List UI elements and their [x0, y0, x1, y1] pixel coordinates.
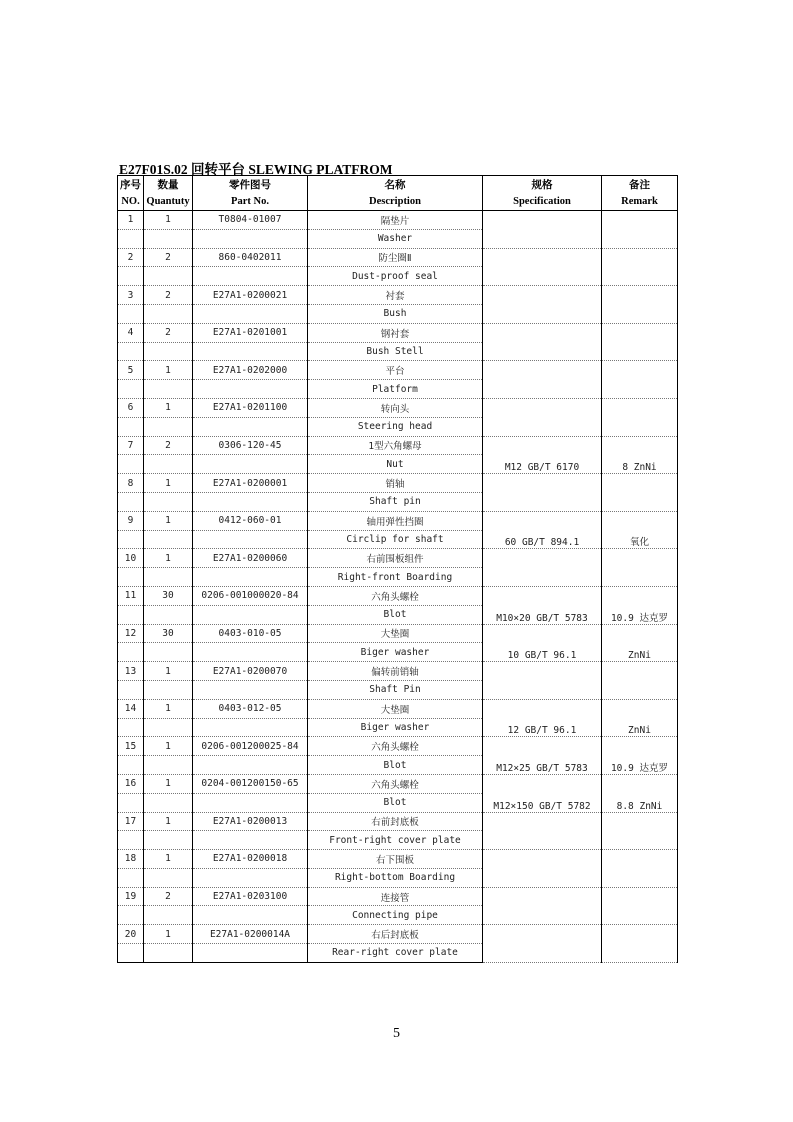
- item-name-cn: 右下围板: [308, 850, 483, 869]
- empty-cell: [193, 380, 308, 399]
- item-quantity: 1: [144, 737, 193, 756]
- empty-cell: [118, 342, 144, 361]
- table-row: [118, 549, 678, 568]
- table-row: [118, 699, 678, 718]
- empty-cell: [118, 492, 144, 511]
- item-part-number: E27A1-0200060: [193, 549, 308, 568]
- empty-cell: [193, 718, 308, 737]
- item-name-cn: 钢衬套: [308, 323, 483, 342]
- item-quantity: 1: [144, 774, 193, 793]
- item-part-number: 860-0402011: [193, 248, 308, 267]
- item-name-en: Biger washer: [308, 643, 483, 662]
- item-name-en: Connecting pipe: [308, 906, 483, 925]
- item-number: 9: [118, 511, 144, 530]
- header-desc-en: Description: [308, 193, 483, 211]
- empty-cell: [144, 831, 193, 850]
- item-specification: [483, 398, 602, 436]
- item-number: 12: [118, 624, 144, 643]
- item-name-en: Blot: [308, 756, 483, 775]
- item-remark: [602, 211, 678, 249]
- empty-cell: [193, 831, 308, 850]
- item-remark: 10.9 达克罗: [602, 737, 678, 775]
- empty-cell: [144, 643, 193, 662]
- item-name-cn: 大垫圈: [308, 624, 483, 643]
- item-specification: [483, 662, 602, 700]
- empty-cell: [118, 868, 144, 887]
- item-part-number: E27A1-0200070: [193, 662, 308, 681]
- table-row: [118, 925, 678, 944]
- empty-cell: [144, 718, 193, 737]
- empty-cell: [144, 944, 193, 963]
- item-part-number: E27A1-0200013: [193, 812, 308, 831]
- item-name-cn: 轴用弹性挡圈: [308, 511, 483, 530]
- item-part-number: E27A1-0201100: [193, 398, 308, 417]
- document-title: E27F01S.02 回转平台 SLEWING PLATFROM: [119, 162, 393, 177]
- empty-cell: [118, 568, 144, 587]
- page-number: 5: [393, 1026, 400, 1041]
- item-quantity: 1: [144, 699, 193, 718]
- item-part-number: 0204-001200150-65: [193, 774, 308, 793]
- header-no-cn: 序号: [118, 176, 144, 194]
- item-specification: [483, 248, 602, 286]
- item-part-number: E27A1-0203100: [193, 887, 308, 906]
- item-quantity: 1: [144, 925, 193, 944]
- item-remark: [602, 286, 678, 324]
- empty-cell: [193, 417, 308, 436]
- item-quantity: 2: [144, 436, 193, 455]
- item-name-cn: 偏转前销轴: [308, 662, 483, 681]
- item-quantity: 1: [144, 812, 193, 831]
- header-part-cn: 零件图号: [193, 176, 308, 194]
- item-part-number: E27A1-0200001: [193, 474, 308, 493]
- table-row: [118, 624, 678, 643]
- item-quantity: 2: [144, 248, 193, 267]
- empty-cell: [118, 643, 144, 662]
- empty-cell: [193, 756, 308, 775]
- item-part-number: 0306-120-45: [193, 436, 308, 455]
- item-part-number: 0206-001000020-84: [193, 586, 308, 605]
- header-spec-en: Specification: [483, 193, 602, 211]
- empty-cell: [118, 380, 144, 399]
- item-name-cn: 衬套: [308, 286, 483, 305]
- table-row: [118, 812, 678, 831]
- item-remark: [602, 248, 678, 286]
- empty-cell: [118, 831, 144, 850]
- empty-cell: [118, 455, 144, 474]
- item-name-en: Biger washer: [308, 718, 483, 737]
- table-row: [118, 511, 678, 530]
- item-quantity: 1: [144, 398, 193, 417]
- item-specification: [483, 361, 602, 399]
- item-specification: [483, 286, 602, 324]
- item-name-cn: 大垫圈: [308, 699, 483, 718]
- empty-cell: [118, 756, 144, 775]
- header-remark-cn: 备注: [602, 176, 678, 194]
- item-part-number: E27A1-0200021: [193, 286, 308, 305]
- empty-cell: [193, 906, 308, 925]
- empty-cell: [193, 568, 308, 587]
- item-specification: [483, 323, 602, 361]
- table-row: [118, 398, 678, 417]
- item-number: 4: [118, 323, 144, 342]
- header-row-english: [118, 193, 678, 211]
- item-name-en: Steering head: [308, 417, 483, 436]
- item-name-en: Blot: [308, 605, 483, 624]
- item-remark: [602, 549, 678, 587]
- item-remark: ZnNi: [602, 624, 678, 662]
- item-specification: [483, 812, 602, 850]
- header-part-en: Part No.: [193, 193, 308, 211]
- empty-cell: [193, 530, 308, 549]
- item-name-cn: 隔垫片: [308, 211, 483, 230]
- item-specification: [483, 549, 602, 587]
- item-remark: [602, 323, 678, 361]
- table-row: [118, 586, 678, 605]
- item-number: 20: [118, 925, 144, 944]
- item-name-en: Nut: [308, 455, 483, 474]
- item-name-cn: 转向头: [308, 398, 483, 417]
- empty-cell: [193, 342, 308, 361]
- item-specification: 10 GB/T 96.1: [483, 624, 602, 662]
- item-name-en: Right-bottom Boarding: [308, 868, 483, 887]
- empty-cell: [118, 944, 144, 963]
- item-number: 16: [118, 774, 144, 793]
- item-number: 6: [118, 398, 144, 417]
- empty-cell: [193, 304, 308, 323]
- empty-cell: [144, 680, 193, 699]
- item-name-cn: 右后封底板: [308, 925, 483, 944]
- empty-cell: [118, 417, 144, 436]
- item-name-cn: 平台: [308, 361, 483, 380]
- item-remark: [602, 812, 678, 850]
- table-row: [118, 774, 678, 793]
- item-name-en: Blot: [308, 793, 483, 812]
- item-name-cn: 六角头螺栓: [308, 737, 483, 756]
- item-part-number: 0412-060-01: [193, 511, 308, 530]
- empty-cell: [144, 417, 193, 436]
- table-row: [118, 737, 678, 756]
- item-specification: M12 GB/T 6170: [483, 436, 602, 474]
- header-qty-cn: 数量: [144, 176, 193, 194]
- empty-cell: [144, 380, 193, 399]
- item-remark: [602, 887, 678, 925]
- item-number: 2: [118, 248, 144, 267]
- item-number: 18: [118, 850, 144, 869]
- item-name-en: Front-right cover plate: [308, 831, 483, 850]
- item-name-en: Shaft Pin: [308, 680, 483, 699]
- empty-cell: [193, 643, 308, 662]
- item-number: 3: [118, 286, 144, 305]
- empty-cell: [118, 605, 144, 624]
- empty-cell: [193, 944, 308, 963]
- empty-cell: [144, 304, 193, 323]
- item-name-cn: 六角头螺栓: [308, 774, 483, 793]
- empty-cell: [144, 229, 193, 248]
- table-row: [118, 248, 678, 267]
- header-spec-cn: 规格: [483, 176, 602, 194]
- empty-cell: [144, 267, 193, 286]
- item-quantity: 1: [144, 549, 193, 568]
- item-quantity: 1: [144, 511, 193, 530]
- item-name-cn: 1型六角螺母: [308, 436, 483, 455]
- table-row: [118, 850, 678, 869]
- item-number: 14: [118, 699, 144, 718]
- item-remark: [602, 662, 678, 700]
- empty-cell: [118, 793, 144, 812]
- item-number: 1: [118, 211, 144, 230]
- item-remark: ZnNi: [602, 699, 678, 737]
- table-row: [118, 361, 678, 380]
- empty-cell: [118, 718, 144, 737]
- header-qty-en: Quantuty: [144, 193, 193, 211]
- item-specification: 60 GB/T 894.1: [483, 511, 602, 549]
- item-name-cn: 右前围板组件: [308, 549, 483, 568]
- item-specification: [483, 887, 602, 925]
- item-name-en: Platform: [308, 380, 483, 399]
- header-desc-cn: 名称: [308, 176, 483, 194]
- empty-cell: [193, 605, 308, 624]
- table-row: [118, 323, 678, 342]
- item-number: 7: [118, 436, 144, 455]
- item-quantity: 1: [144, 662, 193, 681]
- header-row-chinese: [118, 176, 678, 194]
- empty-cell: [118, 267, 144, 286]
- item-part-number: E27A1-0202000: [193, 361, 308, 380]
- item-part-number: E27A1-0200014A: [193, 925, 308, 944]
- item-part-number: E27A1-0201001: [193, 323, 308, 342]
- item-remark: [602, 850, 678, 888]
- empty-cell: [193, 267, 308, 286]
- empty-cell: [118, 229, 144, 248]
- item-quantity: 1: [144, 474, 193, 493]
- item-name-cn: 六角头螺栓: [308, 586, 483, 605]
- item-number: 11: [118, 586, 144, 605]
- item-remark: 氧化: [602, 511, 678, 549]
- item-name-cn: 防尘圈Ⅱ: [308, 248, 483, 267]
- item-quantity: 30: [144, 586, 193, 605]
- item-name-en: Bush: [308, 304, 483, 323]
- empty-cell: [118, 680, 144, 699]
- item-number: 13: [118, 662, 144, 681]
- item-number: 5: [118, 361, 144, 380]
- item-number: 17: [118, 812, 144, 831]
- table-row: [118, 662, 678, 681]
- empty-cell: [144, 492, 193, 511]
- empty-cell: [144, 793, 193, 812]
- item-remark: [602, 925, 678, 963]
- empty-cell: [144, 530, 193, 549]
- item-name-en: Dust-proof seal: [308, 267, 483, 286]
- item-quantity: 2: [144, 887, 193, 906]
- empty-cell: [118, 304, 144, 323]
- item-name-en: Rear-right cover plate: [308, 944, 483, 963]
- item-name-cn: 连接管: [308, 887, 483, 906]
- item-quantity: 1: [144, 850, 193, 869]
- table-row: [118, 436, 678, 455]
- item-specification: M12×25 GB/T 5783: [483, 737, 602, 775]
- item-specification: M12×150 GB/T 5782: [483, 774, 602, 812]
- item-number: 19: [118, 887, 144, 906]
- table-row: [118, 887, 678, 906]
- empty-cell: [193, 492, 308, 511]
- item-name-en: Bush Stell: [308, 342, 483, 361]
- item-name-en: Shaft pin: [308, 492, 483, 511]
- item-remark: 10.9 达克罗: [602, 586, 678, 624]
- empty-cell: [144, 605, 193, 624]
- item-quantity: 30: [144, 624, 193, 643]
- item-name-en: Washer: [308, 229, 483, 248]
- table-row: [118, 211, 678, 230]
- item-remark: [602, 361, 678, 399]
- header-remark-en: Remark: [602, 193, 678, 211]
- empty-cell: [144, 455, 193, 474]
- item-number: 15: [118, 737, 144, 756]
- item-remark: [602, 398, 678, 436]
- item-name-en: Circlip for shaft: [308, 530, 483, 549]
- table-row: [118, 474, 678, 493]
- item-specification: [483, 850, 602, 888]
- item-name-cn: 右前封底板: [308, 812, 483, 831]
- empty-cell: [193, 868, 308, 887]
- item-specification: [483, 474, 602, 512]
- parts-table: [117, 175, 678, 963]
- empty-cell: [193, 455, 308, 474]
- item-specification: [483, 925, 602, 963]
- item-number: 8: [118, 474, 144, 493]
- empty-cell: [144, 342, 193, 361]
- item-specification: M10×20 GB/T 5783: [483, 586, 602, 624]
- header-no-en: NO.: [118, 193, 144, 211]
- item-name-en: Right-front Boarding: [308, 568, 483, 587]
- item-quantity: 2: [144, 286, 193, 305]
- item-specification: [483, 211, 602, 249]
- item-quantity: 1: [144, 211, 193, 230]
- empty-cell: [144, 906, 193, 925]
- item-remark: 8 ZnNi: [602, 436, 678, 474]
- item-number: 10: [118, 549, 144, 568]
- empty-cell: [144, 868, 193, 887]
- item-specification: 12 GB/T 96.1: [483, 699, 602, 737]
- empty-cell: [193, 229, 308, 248]
- table-row: [118, 286, 678, 305]
- item-quantity: 1: [144, 361, 193, 380]
- empty-cell: [144, 756, 193, 775]
- item-quantity: 2: [144, 323, 193, 342]
- item-remark: 8.8 ZnNi: [602, 774, 678, 812]
- empty-cell: [193, 793, 308, 812]
- empty-cell: [118, 906, 144, 925]
- empty-cell: [118, 530, 144, 549]
- empty-cell: [144, 568, 193, 587]
- item-part-number: T0804-01007: [193, 211, 308, 230]
- item-part-number: E27A1-0200018: [193, 850, 308, 869]
- item-part-number: 0403-010-05: [193, 624, 308, 643]
- parts-table-body: [118, 211, 678, 963]
- item-remark: [602, 474, 678, 512]
- item-name-cn: 销轴: [308, 474, 483, 493]
- empty-cell: [193, 680, 308, 699]
- item-part-number: 0403-012-05: [193, 699, 308, 718]
- item-part-number: 0206-001200025-84: [193, 737, 308, 756]
